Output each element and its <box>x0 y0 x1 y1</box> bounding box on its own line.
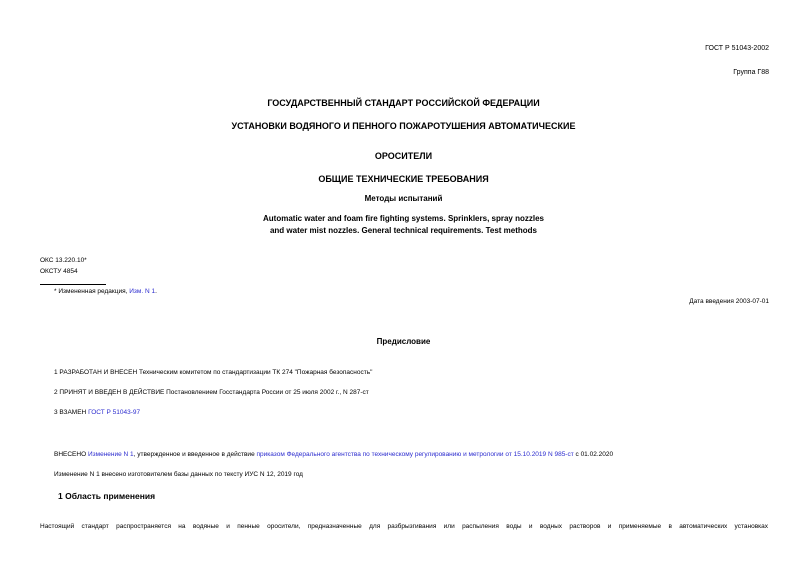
doc-number: ГОСТ Р 51043-2002 <box>705 45 769 52</box>
doc-group: Группа Г88 <box>733 69 769 76</box>
section-1-text: Настоящий стандарт распространяется на водяные и пенные оросители, предназначенные для разбрызгивания или распыления воды и водных растворов и применяемые в автоматических установках <box>40 523 768 530</box>
okstu-code: ОКСТУ 4854 <box>40 268 78 275</box>
preface-item-2: 2 ПРИНЯТ И ВВЕДЕН В ДЕЙСТВИЕ Постановлением Госстандарта России от 25 июля 2002 г., N 287-ст <box>54 389 369 396</box>
section-1-title: 1 Область применения <box>58 491 156 501</box>
footnote-amendment-link[interactable]: Изм. N 1 <box>129 288 156 295</box>
amendment-middle: , утвержденное и введенное в действие <box>133 451 255 458</box>
amendment-prefix: ВНЕСЕНО <box>54 451 87 458</box>
amendment-note: Изменение N 1 внесено изготовителем базы данных по тексту ИУС N 12, 2019 год <box>54 471 303 478</box>
preface-item-1: 1 РАЗРАБОТАН И ВНЕСЕН Техническим комитетом по стандартизации ТК 274 "Пожарная безопасность" <box>54 369 373 376</box>
title-test-methods: Методы испытаний <box>364 194 443 203</box>
title-state-standard: ГОСУДАРСТВЕННЫЙ СТАНДАРТ РОССИЙСКОЙ ФЕДЕРАЦИИ <box>267 98 540 108</box>
title-general-requirements: ОБЩИЕ ТЕХНИЧЕСКИЕ ТРЕБОВАНИЯ <box>318 174 489 184</box>
amendment-line <box>54 451 613 458</box>
preface-item-3 <box>54 409 140 416</box>
title-installations: УСТАНОВКИ ВОДЯНОГО И ПЕННОГО ПОЖАРОТУШЕНИЯ АВТОМАТИЧЕСКИЕ <box>231 121 576 131</box>
amendment-suffix: с 01.02.2020 <box>575 451 614 458</box>
title-english-line1: Automatic water and foam fire fighting systems. Sprinklers, spray nozzles <box>263 214 544 223</box>
title-sprinklers: ОРОСИТЕЛИ <box>374 151 433 161</box>
title-english-line2: and water mist nozzles. General technical requirements. Test methods <box>269 226 538 235</box>
oks-code: ОКС 13.220.10* <box>40 257 87 264</box>
order-link[interactable]: приказом Федерального агентства по техническому регулированию и метрологии от 15.10.2019 N 985-ст <box>256 451 574 458</box>
footnote-end: . <box>155 288 157 295</box>
footnote-text: * Измененная редакция, <box>54 288 128 295</box>
preface-item-3-prefix: 3 ВЗАМЕН <box>54 409 87 416</box>
preface-title: Предисловие <box>376 337 431 346</box>
amendment-link[interactable]: Изменение N 1 <box>87 451 134 458</box>
footnote-divider <box>40 284 106 285</box>
replaced-standard-link[interactable]: ГОСТ Р 51043-97 <box>88 409 141 416</box>
footnote <box>54 288 157 295</box>
intro-date: Дата введения 2003-07-01 <box>689 298 769 305</box>
